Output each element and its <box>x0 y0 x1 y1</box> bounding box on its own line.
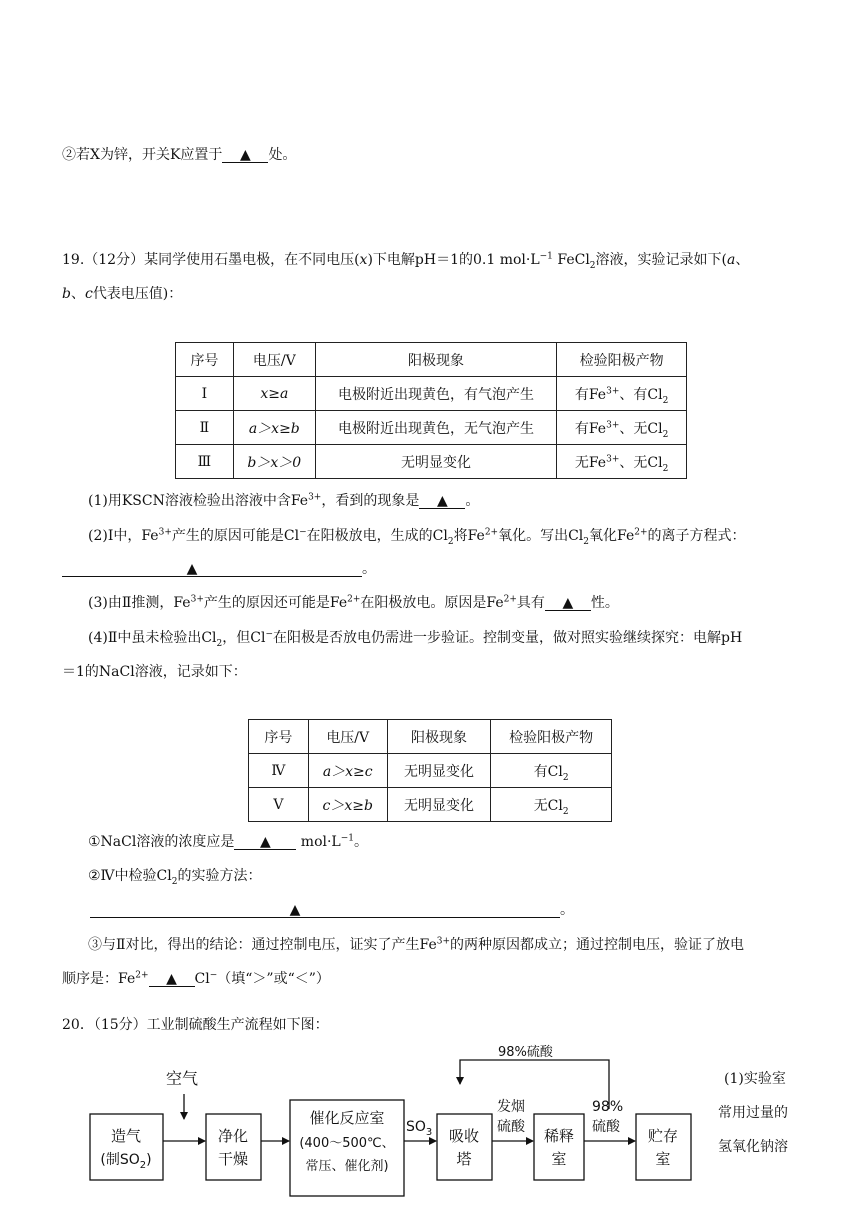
storage-room-box <box>636 1114 691 1180</box>
table-cell-voltage: c＞x≥b <box>308 788 387 822</box>
answer-blank[interactable] <box>222 148 268 163</box>
table-cell-no: Ⅳ <box>249 754 309 788</box>
gas-making-box <box>90 1114 163 1180</box>
experiment-table-2 <box>248 719 612 822</box>
table-header-cell: 阳极现象 <box>387 720 491 754</box>
q20-sub1-line2: 常用过量的 <box>718 1105 788 1121</box>
table-header-cell: 检验阳极产物 <box>491 720 612 754</box>
table-row <box>176 377 687 411</box>
table-cell-product: 无$Fe^{3+}$、无$Cl_2$ <box>557 445 687 479</box>
q19-c1: ①NaCl溶液的浓度应是 ▲ $mol\cdot L^{-1}$。 <box>88 833 369 850</box>
table-header-cell: 序号 <box>176 343 234 377</box>
table-cell-no: Ⅴ <box>249 788 309 822</box>
acid98-label: 硫酸 <box>592 1119 620 1135</box>
table-cell-no: Ⅱ <box>176 411 234 445</box>
triangle-mark-icon: ▲ <box>436 493 448 509</box>
table-cell-phenomenon: 电极附近出现黄色，无气泡产生 <box>315 411 556 445</box>
q19-sub1: (1)用KSCN溶液检验出溶液中含$Fe^{3+}$，看到的现象是 ▲ 。 <box>88 492 480 509</box>
q19-c3-line2: 顺序是：$Fe^{2+}$ ▲ Cl−（填“＞”或“＜”） <box>62 970 330 987</box>
q20-sub1-line1: (1)实验室 <box>724 1071 786 1087</box>
answer-blank[interactable] <box>419 494 465 509</box>
recycle-label: 98%硫酸 <box>498 1045 553 1060</box>
table-cell-no: Ⅰ <box>176 377 234 411</box>
table-header-cell: 检验阳极产物 <box>557 343 687 377</box>
reactor-label: 催化反应室 <box>309 1109 385 1127</box>
q19-c3-line1: ③与Ⅱ对比，得出的结论：通过控制电压，证实了产生$Fe^{3+}$的两种原因都成立；通过控制电压，验证了放电 <box>88 936 745 953</box>
reactor-temp: (400～500℃、 <box>299 1136 395 1151</box>
table-cell-voltage: b＞x＞0 <box>233 445 315 479</box>
table-cell-voltage: x≥a <box>233 377 315 411</box>
q19-sub4-line2: ＝1的NaCl溶液，记录如下： <box>62 664 247 680</box>
table-header-row <box>176 343 687 377</box>
storage-room-label: 室 <box>655 1150 671 1168</box>
absorption-tower-box <box>437 1114 492 1180</box>
table-cell-phenomenon: 无明显变化 <box>387 754 491 788</box>
gas-making-label: 造气 <box>110 1127 142 1145</box>
room-label: 室 <box>551 1150 567 1168</box>
absorb-label: 吸收 <box>448 1127 480 1145</box>
answer-blank[interactable] <box>62 562 362 577</box>
q19-c2-answer-line: ▲ 。 <box>90 899 574 919</box>
q19-sub3: (3)由Ⅱ推测，$Fe^{3+}$产生的原因还可能是$Fe^{2+}$在阳极放电。原因是$Fe^{2+}$具有 ▲ 性。 <box>88 594 619 611</box>
dilution-room-box <box>534 1114 584 1180</box>
table-header-cell: 电压/V <box>308 720 387 754</box>
acid98-percent: 98% <box>592 1099 624 1115</box>
answer-blank[interactable] <box>234 835 296 850</box>
table-cell-product: 有$Fe^{3+}$、有$Cl_2$ <box>557 377 687 411</box>
table-cell-phenomenon: 电极附近出现黄色，有气泡产生 <box>315 377 556 411</box>
table-cell-phenomenon: 无明显变化 <box>315 445 556 479</box>
table-cell-product: 无$Cl_2$ <box>491 788 612 822</box>
answer-blank[interactable] <box>545 596 591 611</box>
table-header-row <box>249 720 612 754</box>
triangle-mark-icon: ▲ <box>562 595 574 611</box>
q18-sub2-line <box>62 144 296 164</box>
q19-sub2-answer-line: ▲ 。 <box>62 558 376 578</box>
triangle-mark-icon: ▲ <box>186 561 198 577</box>
table-row <box>176 445 687 479</box>
air-label: 空气 <box>166 1069 199 1088</box>
q19-c2: ②Ⅳ中检验$Cl_2$的实验方法： <box>88 868 262 887</box>
tower-label: 塔 <box>456 1150 472 1168</box>
purify-label: 净化 <box>217 1127 249 1145</box>
table-cell-product: 有$Cl_2$ <box>491 754 612 788</box>
triangle-mark-icon: ▲ <box>166 971 177 987</box>
table-cell-phenomenon: 无明显变化 <box>387 788 491 822</box>
dilute-label: 稀释 <box>543 1127 575 1145</box>
storage-label: 贮存 <box>647 1127 679 1145</box>
sulfuric-acid-flow-diagram <box>0 1040 710 1216</box>
gas-making-sub: (制$SO_2$) <box>100 1152 152 1171</box>
table-header-cell: 电压/V <box>233 343 315 377</box>
q19-heading-line1: 19.（12分）某同学使用石墨电极，在不同电压(x)下电解pH＝1的0.1 $mol\cdot L^{-1}$ FeCl$_2$溶液，实验记录如下(a、 <box>62 251 750 271</box>
answer-blank[interactable] <box>90 903 560 918</box>
reactor-conditions: 常压、催化剂) <box>305 1159 389 1174</box>
table-cell-voltage: a＞x≥c <box>308 754 387 788</box>
table-row <box>249 754 612 788</box>
answer-blank[interactable] <box>149 972 195 987</box>
q19-sub4-line1: (4)Ⅱ中虽未检验出$Cl_2$，但Cl−在阳极是否放电仍需进一步验证。控制变量，做对照实验继续探究：电解pH <box>88 629 743 649</box>
triangle-mark-icon: ▲ <box>259 834 271 850</box>
table-header-cell: 序号 <box>249 720 309 754</box>
table-row <box>176 411 687 445</box>
q18-sub2-end: 处。 <box>268 147 297 163</box>
recycle-arrow <box>460 1060 609 1109</box>
table-row <box>249 788 612 822</box>
so3-label: $SO_3$ <box>406 1119 433 1138</box>
dry-label: 干燥 <box>217 1150 249 1168</box>
q19-sub2: (2)Ⅰ中，$Fe^{3+}$产生的原因可能是Cl−在阳极放电，生成的$Cl_2$将$Fe^{2+}$氧化。写出$Cl_2$氧化$Fe^{2+}$的离子方程式： <box>88 527 746 547</box>
table-cell-voltage: a＞x≥b <box>233 411 315 445</box>
q19-heading-line2: b、c代表电压值)： <box>62 286 183 302</box>
fuming-label: 发烟 <box>497 1099 525 1115</box>
experiment-table-1 <box>175 342 687 479</box>
triangle-mark-icon: ▲ <box>240 147 251 163</box>
q20-heading: 20．（15分）工业制硫酸生产流程如下图： <box>62 1017 329 1033</box>
table-header-cell: 阳极现象 <box>315 343 556 377</box>
table-cell-product: 有$Fe^{3+}$、无$Cl_2$ <box>557 411 687 445</box>
q20-sub1-line3: 氢氧化钠溶 <box>718 1139 788 1155</box>
q18-sub2-text: ②若X为锌，开关K应置于 <box>62 147 223 163</box>
triangle-mark-icon: ▲ <box>289 902 301 918</box>
table-cell-no: Ⅲ <box>176 445 234 479</box>
fuming-acid-label: 硫酸 <box>497 1119 525 1135</box>
purify-dry-box <box>206 1114 261 1180</box>
